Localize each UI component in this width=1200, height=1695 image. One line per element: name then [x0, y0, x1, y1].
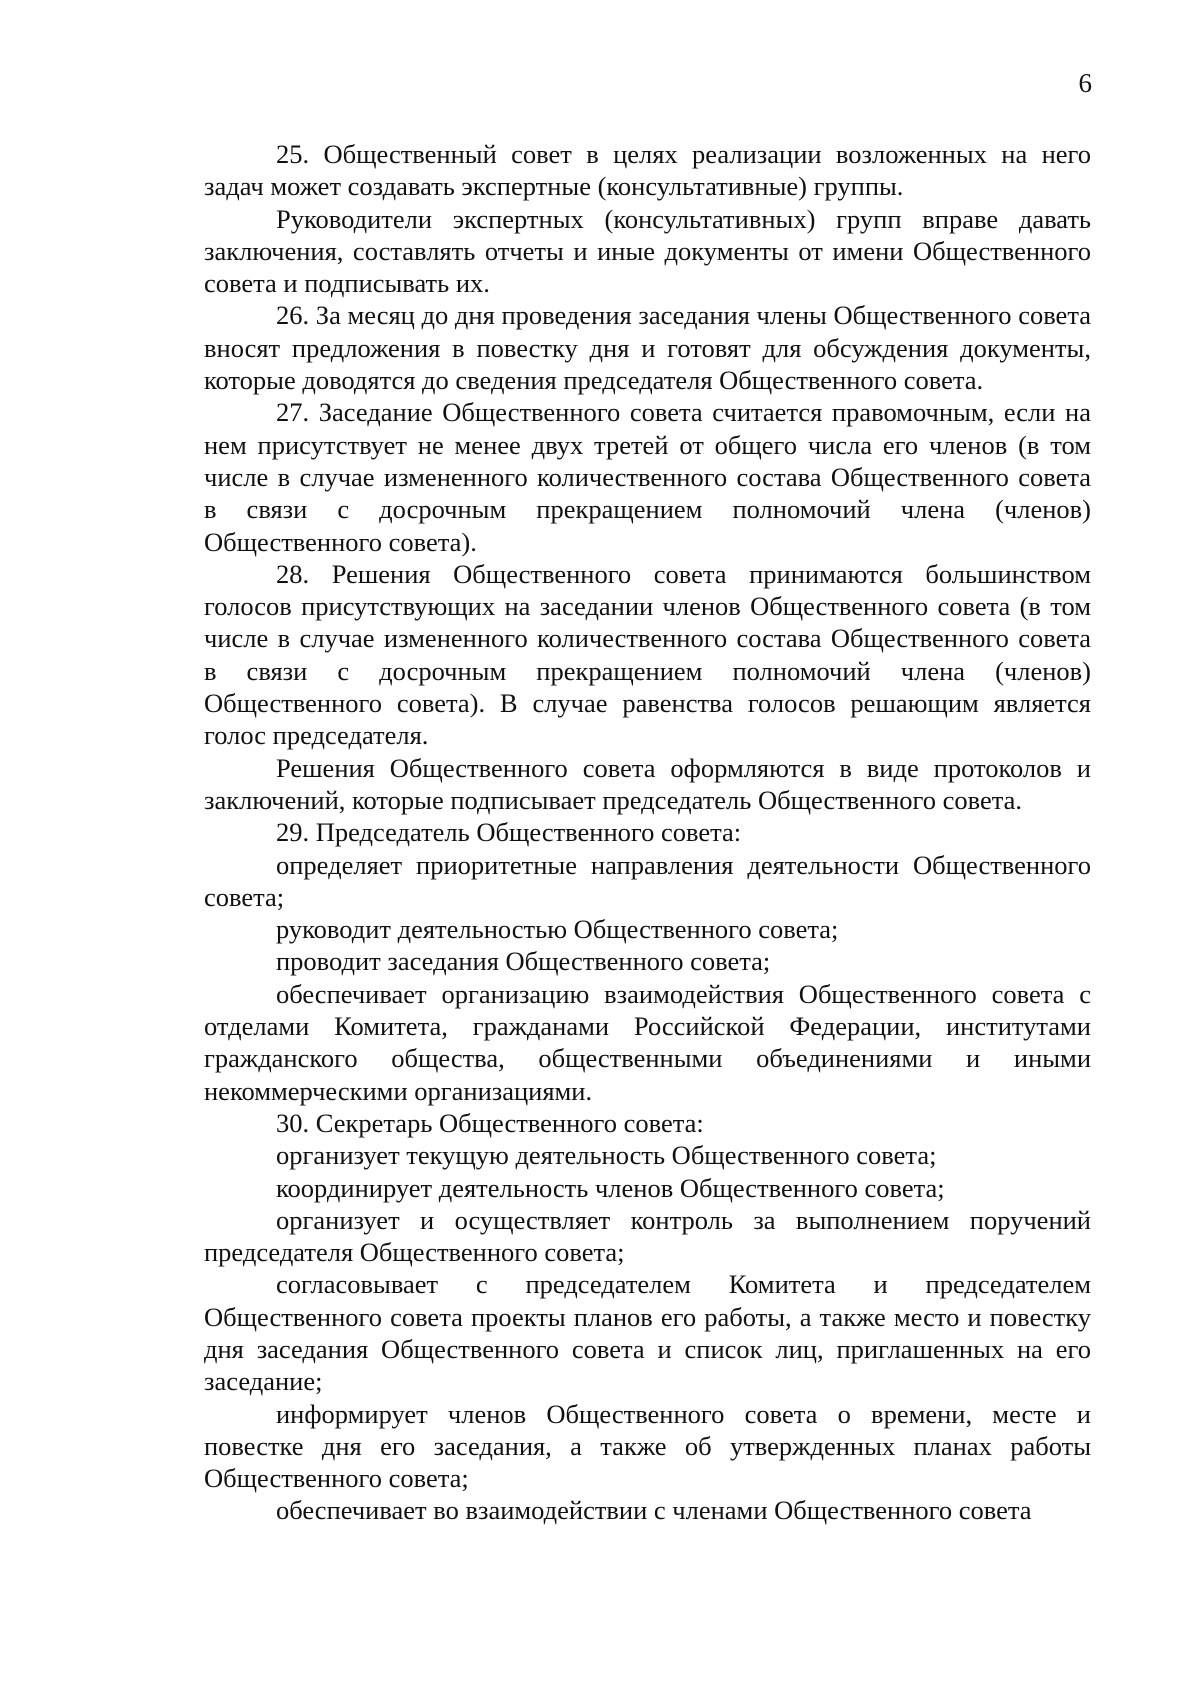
paragraph-27: 27. Заседание Общественного совета считается правомочным, если на нем присутствует не менее двух третей от общего числа его членов (в том числе в случае измененного количественного состава Общественного совета в связи с досрочным прекращением полномочий члена (членов) Общественного совета). — [204, 397, 1091, 557]
paragraph-29-item: обеспечивает организацию взаимодействия Общественного совета с отделами Комитета, гражданами Российской Федерации, институтами гражданского общества, общественными объединениями и иными некоммерческими организациями. — [204, 978, 1091, 1106]
paragraph-25-groups-heads: Руководители экспертных (консультативных) групп вправе давать заключения, составлять отчеты и иные документы от имени Общественного совета и подписывать их. — [204, 203, 1091, 299]
paragraph-30-item: информирует членов Общественного совета о времени, месте и повестке дня его заседания, а также об утвержденных планах работы Общественного совета; — [204, 1398, 1091, 1494]
paragraph-28: 28. Решения Общественного совета принимаются большинством голосов присутствующих на заседании членов Общественного совета (в том числе в случае измененного количественного состава Общественного совета в связи с досрочным прекращением полномочий члена (членов) Общественного совета). В случае равенства голосов решающим является голос председателя. — [204, 558, 1091, 751]
paragraph-29: 29. Председатель Общественного совета: — [276, 817, 742, 848]
paragraph-29-item: проводит заседания Общественного совета; — [276, 946, 771, 977]
paragraph-30-item: организует и осуществляет контроль за выполнением поручений председателя Общественного совета; — [204, 1204, 1091, 1268]
paragraph-30: 30. Секретарь Общественного совета: — [276, 1107, 704, 1138]
paragraph-29-item: руководит деятельностью Общественного совета; — [276, 914, 839, 945]
paragraph-30-item: организует текущую деятельность Общественного совета; — [276, 1140, 937, 1171]
paragraph-28-decisions: Решения Общественного совета оформляются в виде протоколов и заключений, которые подписывает председатель Общественного совета. — [204, 752, 1091, 815]
paragraph-26: 26. За месяц до дня проведения заседания члены Общественного совета вносят предложения в повестку дня и готовят для обсуждения документы, которые доводятся до сведения председателя Общественного совета. — [204, 300, 1091, 396]
paragraph-29-item: определяет приоритетные направления деятельности Общественного совета; — [204, 849, 1091, 912]
page-number: 6 — [1078, 68, 1092, 98]
paragraph-30-item: координирует деятельность членов Общественного совета; — [276, 1172, 945, 1203]
paragraph-30-item: обеспечивает во взаимодействии с членами Общественного совета — [276, 1495, 1032, 1526]
document-body — [204, 138, 1091, 1527]
paragraph-30-item: согласовывает с председателем Комитета и председателем Общественного совета проекты планов его работы, а также место и повестку дня заседания Общественного совета и список лиц, приглашенных на его заседание; — [204, 1269, 1091, 1397]
paragraph-25: 25. Общественный совет в целях реализации возложенных на него задач может создавать экспертные (консультативные) группы. — [204, 139, 1091, 202]
